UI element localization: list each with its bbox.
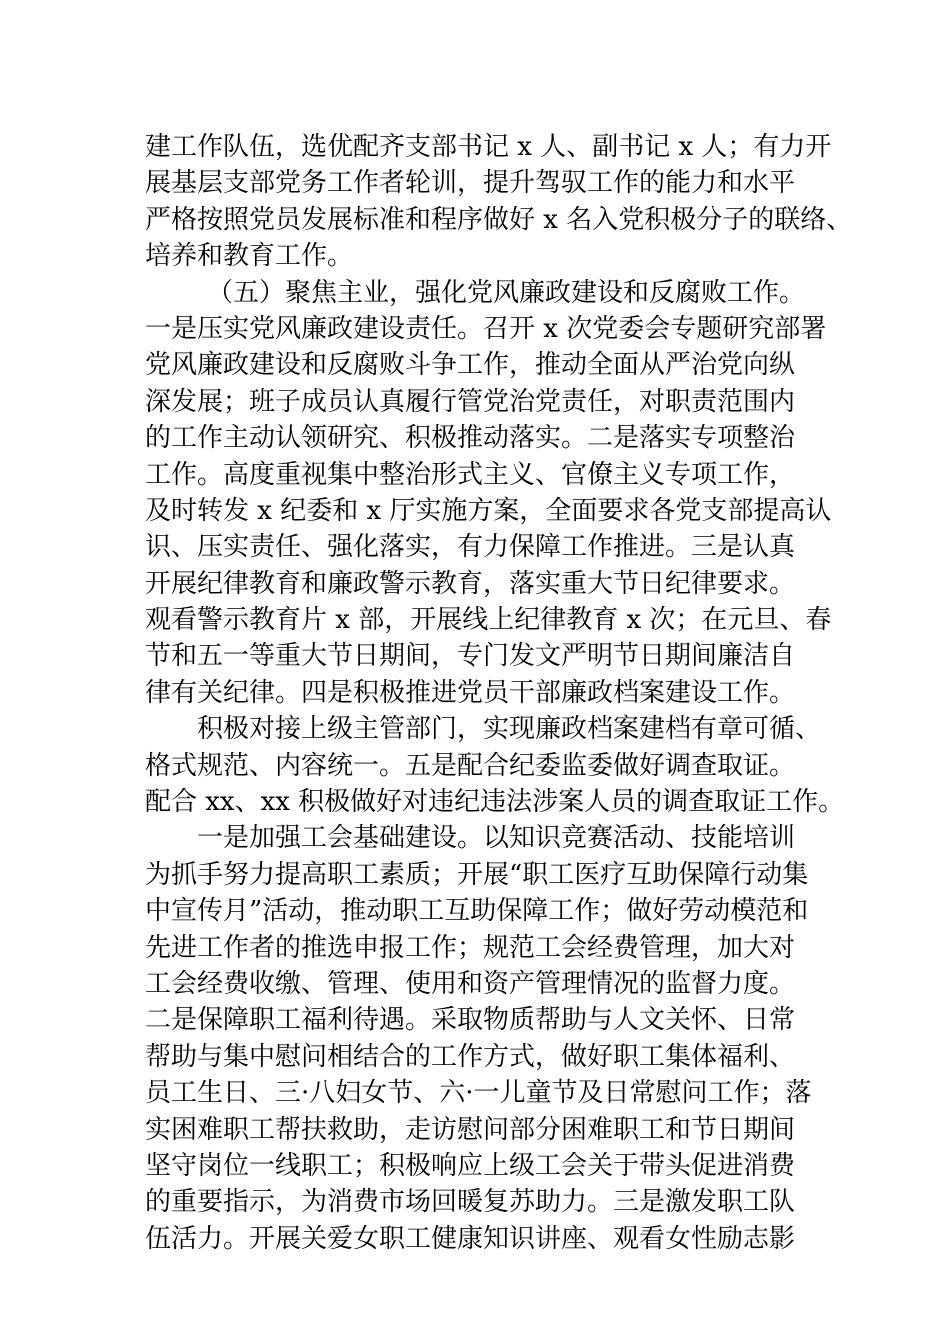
text-line: 及时转发 x 纪委和 x 厅实施方案，全面要求各党支部提高认	[145, 495, 832, 526]
text-line: 深发展；班子成员认真履行管党治党责任，对职责范围内	[145, 386, 796, 417]
text-line: 积极对接上级主管部门，实现廉政档案建档有章可循、	[197, 714, 822, 745]
text-line: 二是保障职工福利待遇。采取物质帮助与人文关怀、日常	[145, 1005, 796, 1036]
text-line: 一是压实党风廉政建设责任。召开 x 次党委会专题研究部署	[145, 313, 827, 344]
text-line: 节和五一等重大节日期间，专门发文严明节日期间廉洁自	[145, 641, 796, 672]
text-line: 格式规范、内容统一。五是配合纪委监委做好调查取证。	[145, 750, 796, 781]
text-line: 的工作主动认领研究、积极推动落实。二是落实专项整治	[145, 423, 796, 454]
text-line: 员工生日、三·八妇女节、六·一儿童节及日常慰问工作；落	[145, 1078, 812, 1109]
text-line: 党风廉政建设和反腐败斗争工作，推动全面从严治党向纵	[145, 350, 796, 381]
text-line: 严格按照党员发展标准和程序做好 x 名入党积极分子的联络、	[145, 204, 853, 235]
document-body	[145, 129, 853, 1257]
text-line: 实困难职工帮扶救助，走访慰问部分困难职工和节日期间	[145, 1114, 796, 1145]
text-line: 一是加强工会基础建设。以知识竞赛活动、技能培训	[197, 823, 796, 854]
text-line: 建工作队伍，选优配齐支部书记 x 人、副书记 x 人；有力开	[145, 132, 832, 162]
text-line: 观看警示教育片 x 部，开展线上纪律教育 x 次；在元旦、春	[145, 605, 832, 636]
text-line: 先进工作者的推选申报工作；规范工会经费管理，加大对	[145, 932, 796, 963]
text-line: 中宣传月”活动，推动职工互助保障工作；做好劳动模范和	[145, 896, 809, 927]
text-line: 展基层支部党务工作者轮训，提升驾驭工作的能力和水平	[145, 168, 796, 199]
text-line: 律有关纪律。四是积极推进党员干部廉政档案建设工作。	[145, 677, 796, 708]
text-line: 培养和教育工作。	[145, 241, 354, 272]
text-line: 工会经费收缴、管理、使用和资产管理情况的监督力度。	[145, 968, 796, 999]
text-line: 伍活力。开展关爱女职工健康知识讲座、观看女性励志影	[145, 1223, 796, 1254]
text-line: 配合 xx、xx 积极做好对违纪违法涉案人员的调查取证工作。	[145, 787, 845, 818]
text-line: 帮助与集中慰问相结合的工作方式，做好职工集体福利、	[145, 1041, 796, 1072]
text-line: 的重要指示，为消费市场回暖复苏助力。三是激发职工队	[145, 1187, 796, 1218]
text-line: 坚守岗位一线职工；积极响应上级工会关于带头促进消费	[145, 1150, 796, 1181]
text-line: 工作。高度重视集中整治形式主义、官僚主义专项工作，	[145, 459, 796, 490]
text-line: 开展纪律教育和廉政警示教育，落实重大节日纪律要求。	[145, 568, 796, 599]
section-heading: （五）聚焦主业，强化党风廉政建设和反腐败工作。	[207, 277, 806, 308]
text-line: 为抓手努力提高职工素质；开展“职工医疗互助保障行动集	[145, 859, 809, 890]
text-line: 识、压实责任、强化落实，有力保障工作推进。三是认真	[145, 532, 796, 563]
